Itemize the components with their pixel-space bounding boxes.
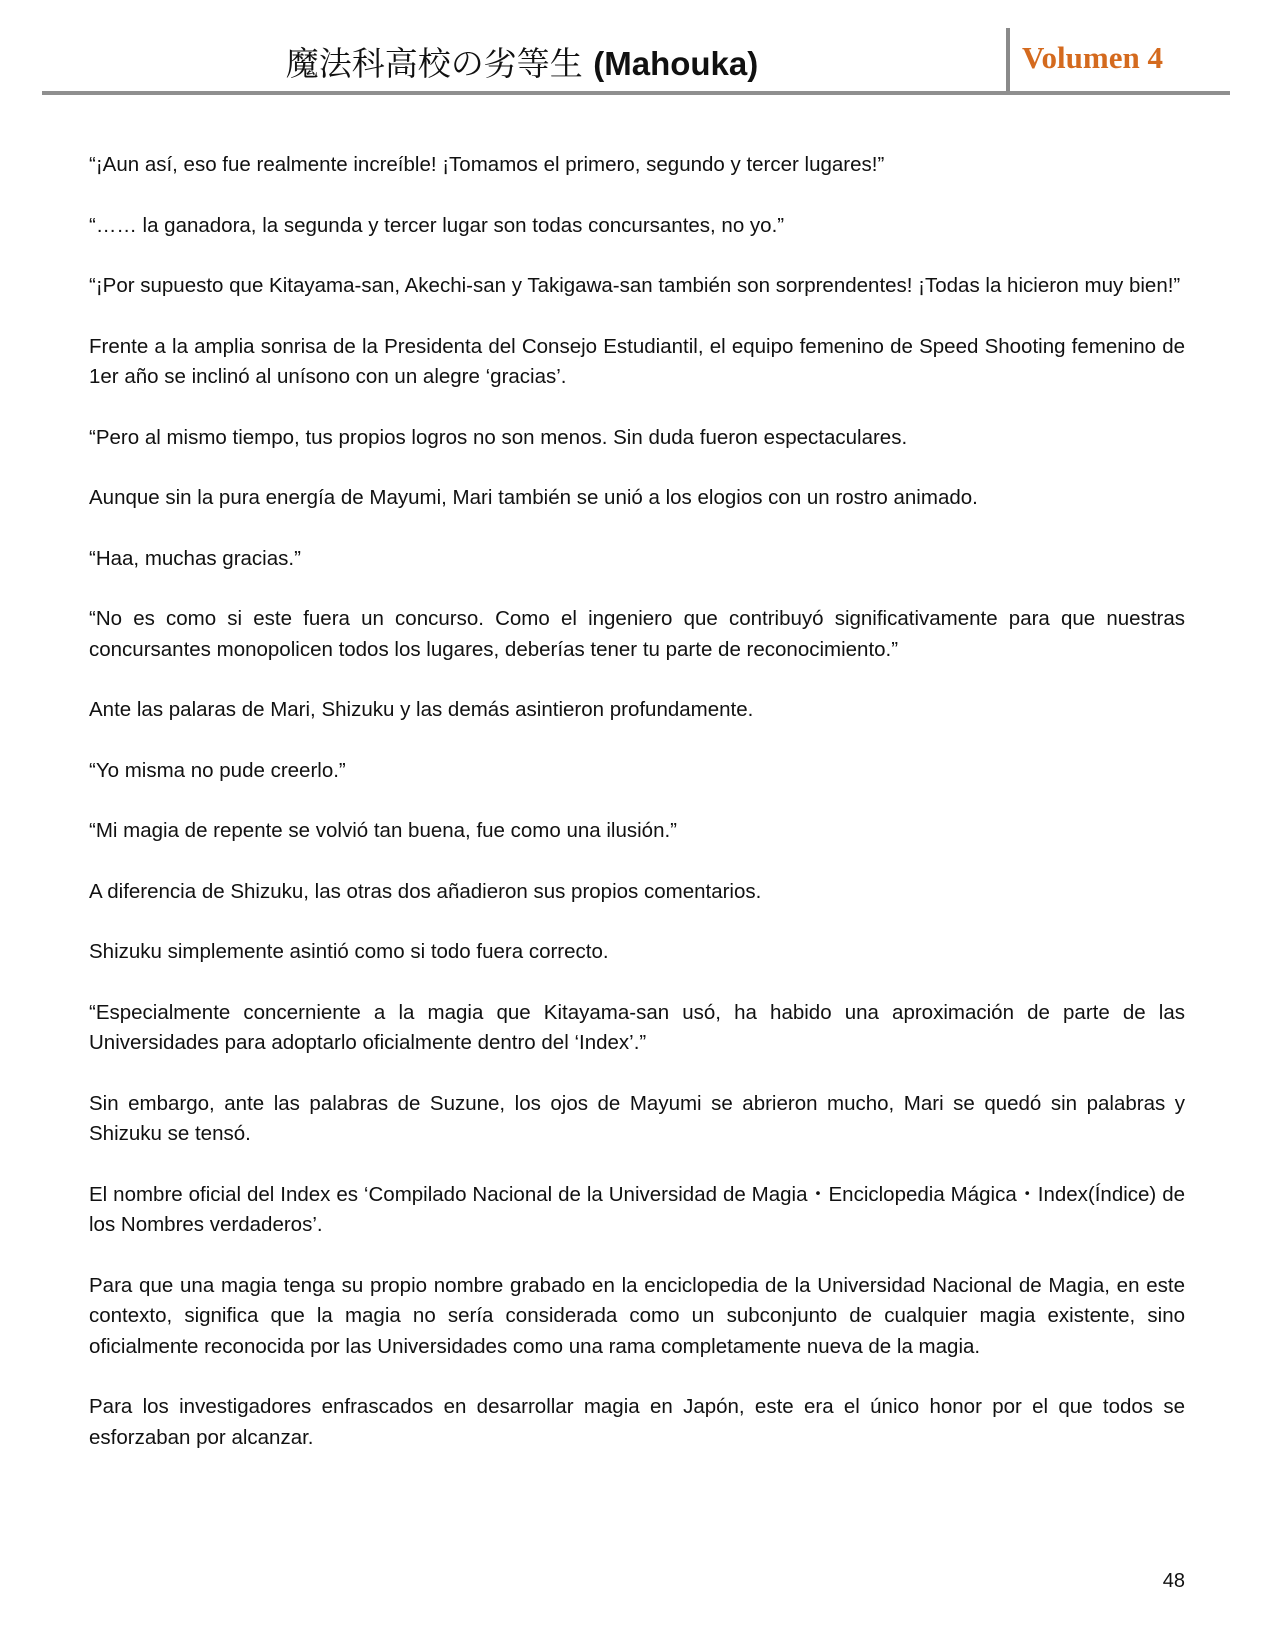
paragraph: “¡Por supuesto que Kitayama-san, Akechi-san y Takigawa-san también son sorprendentes! ¡Todas la hicieron muy bien!” [89,274,1181,297]
paragraph: Shizuku simplemente asintió como si todo fuera correcto. [89,940,609,963]
header-divider [1006,28,1010,92]
page-header [42,28,1230,92]
paragraph: “Yo misma no pude creerlo.” [89,758,346,782]
paragraph: Aunque sin la pura energía de Mayumi, Mari también se unió a los elogios con un rostro animado. [89,486,978,509]
book-title-latin: (Mahouka) [593,45,759,82]
paragraph: Para que una magia tenga su propio nombre grabado en la enciclopedia de la Universidad Nacional de Magia, en este contexto, significa que la magia no sería considerada como un subconjunto de cualquier magia existente, sino oficialmente reconocida por las Universidades como una rama completamente nueva de la magia. [89,1273,1185,1358]
paragraph: Ante las palaras de Mari, Shizuku y las demás asintieron profundamente. [89,698,754,721]
paragraph: “¡Aun así, eso fue realmente increíble! ¡Tomamos el primero, segundo y tercer lugares!” [89,153,885,176]
paragraph: Sin embargo, ante las palabras de Suzune, los ojos de Mayumi se abrieron mucho, Mari se quedó sin palabras y Shizuku se tensó. [89,1091,1185,1145]
paragraph: Para los investigadores enfrascados en desarrollar magia en Japón, este era el único honor por el que todos se esforzaban por alcanzar. [89,1395,1185,1449]
page-body [89,150,1185,1483]
paragraph: “Haa, muchas gracias.” [89,546,301,570]
page-number: 48 [1162,1570,1185,1592]
paragraph: “…… la ganadora, la segunda y tercer lugar son todas concursantes, no yo.” [89,213,785,237]
paragraph: “Pero al mismo tiempo, tus propios logros no son menos. Sin duda fueron espectaculares. [89,425,908,449]
paragraph: “Mi magia de repente se volvió tan buena, fue como una ilusión.” [89,819,678,842]
paragraph: “No es como si este fuera un concurso. Como el ingeniero que contribuyó significativamente para que nuestras concursantes monopolicen todos los lugares, deberías tener tu parte de reconocimiento.” [89,607,1185,661]
paragraph: Frente a la amplia sonrisa de la Presidenta del Consejo Estudiantil, el equipo femenino de Speed Shooting femenino de 1er año se inclinó al unísono con un alegre ‘gracias’. [89,334,1185,388]
paragraph: A diferencia de Shizuku, las otras dos añadieron sus propios comentarios. [89,879,762,903]
book-title [42,38,1002,85]
volume-label: Volumen 4 [1022,40,1163,75]
paragraph: El nombre oficial del Index es ‘Compilado Nacional de la Universidad de Magia・Enciclopedia Mágica・Index(Índice) de los Nombres verdaderos’. [89,1182,1185,1236]
book-title-japanese: 魔法科高校の劣等生 [285,44,583,83]
header-rule [42,91,1230,95]
paragraph: “Especialmente concerniente a la magia que Kitayama-san usó, ha habido una aproximación de parte de las Universidades para adoptarlo oficialmente dentro del ‘Index’.” [89,1000,1185,1054]
